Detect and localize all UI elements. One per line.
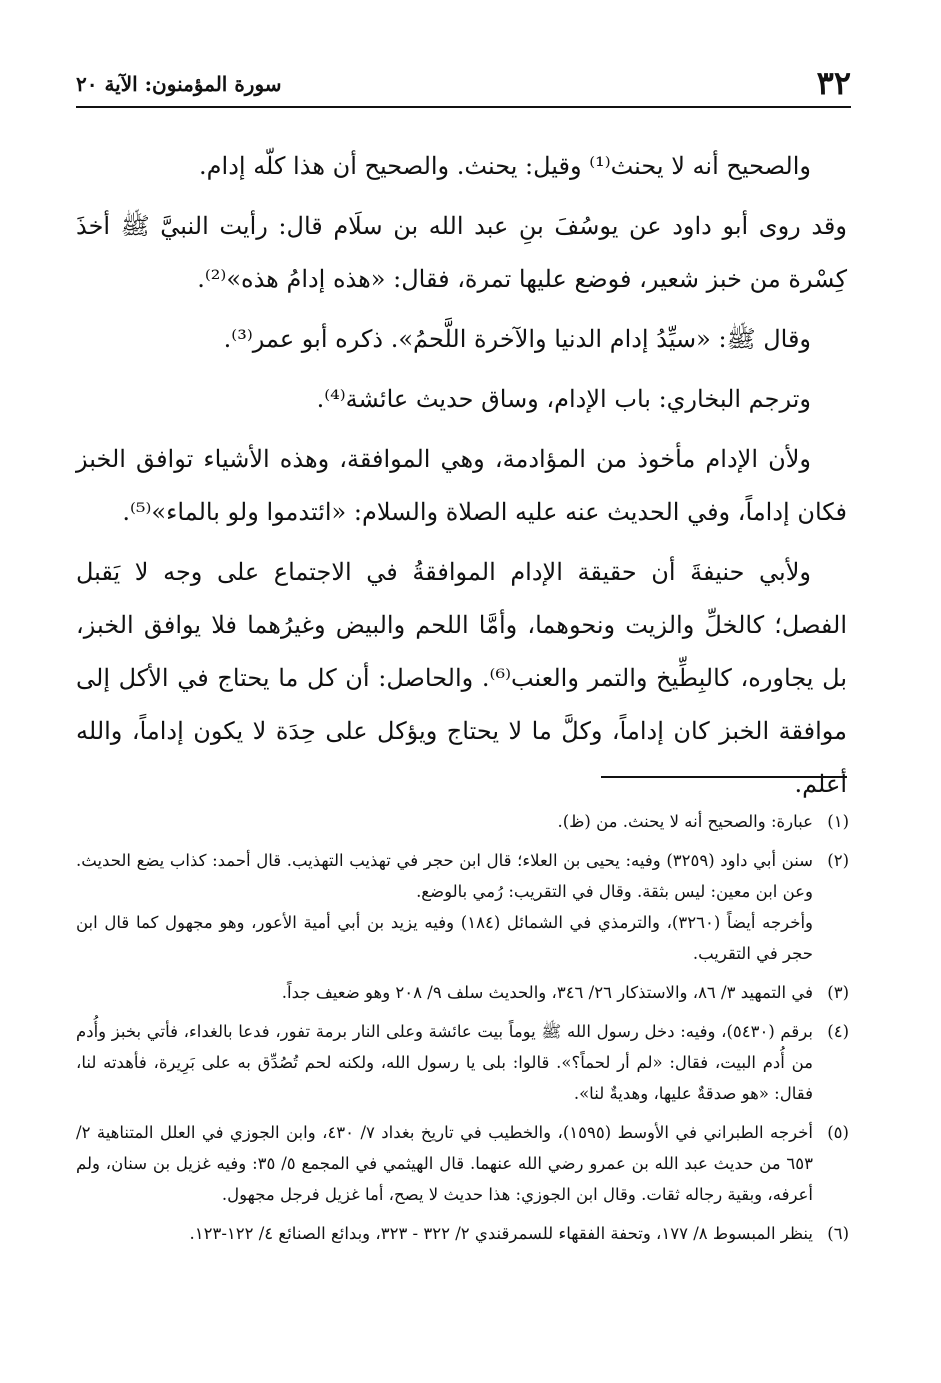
footnote-text: أخرجه الطبراني في الأوسط (١٥٩٥)، والخطيب في تاريخ بغداد ٧/ ٤٣٠، وابن الجوزي في العلل المتناهية ٢/ ٦٥٣ من حديث عبد الله بن عمرو رضي الله عنهما. قال الهيثمي في المجمع ٥/ ٣٥: وفيه غزيل بن سنان، ولم أعرفه، وبقية رجاله ثقات. وقال ابن الجوزي: هذا حديث لا يصح، أما غزيل فرجل مجهول. (76, 1123, 813, 1204)
footnote-text: ينظر المبسوط ٨/ ١٧٧، وتحفة الفقهاء للسمرقندي ٢/ ٣٢٢ - ٣٢٣، وبدائع الصنائع ٤/ ١٢٢-١٢٣. (189, 1224, 813, 1243)
footnote (76, 1016, 849, 1109)
paragraph: ولأبي حنيفةَ أن حقيقة الإدام الموافقةُ في الاجتماع على وجه لا يَقبل الفصل؛ كالخلِّ والزيت ونحوهما، وأمَّا اللحم والبيض وغيرُهما فلا يوافق الخبز، بل يجاوره، كالبِطِّيخ والتمر والعنب⁽⁶⁾. والحاصل: أن كل ما يحتاج في الأكل إلى موافقة الخبز كان إداماً، وكلَّ ما لا يحتاج ويؤكل على حِدَة لا يكون إداماً، والله أعلم. (76, 558, 847, 798)
footnote-text: في التمهيد ٣/ ٨٦، والاستذكار ٢٦/ ٣٤٦، والحديث سلف ٩/ ٢٠٨ وهو ضعيف جداً. (281, 983, 813, 1002)
page-number: ٣٢ (816, 64, 851, 102)
footnote-number: (٤) (827, 1022, 849, 1041)
footnote-text: عبارة: والصحيح أنه لا يحنث. من (ظ). (557, 812, 813, 831)
paragraph: وقد روى أبو داود عن يوسُفَ بنِ عبد الله بن سلَام قال: رأيت النبيَّ ﷺ أخذَ كِسْرة من خبز شعير، فوضع عليها تمرة، فقال: «هذه إدامُ هذه»⁽²⁾. (76, 212, 847, 293)
footnote-number: (٢) (827, 851, 850, 870)
footnotes (76, 806, 849, 1257)
main-text (76, 140, 847, 818)
footnote-number: (٣) (827, 983, 849, 1002)
footnote (76, 845, 849, 969)
paragraph: وترجم البخاري: باب الإدام، وساق حديث عائشة⁽⁴⁾. (316, 385, 811, 413)
footnote-separator (601, 776, 847, 778)
footnote-number: (١) (827, 812, 849, 831)
paragraph: ولأن الإدام مأخوذ من المؤادمة، وهي الموافقة، وهذه الأشياء توافق الخبز فكان إداماً، وفي الحديث عنه عليه الصلاة والسلام: «ائتدموا ولو بالماء»⁽⁵⁾. (76, 445, 847, 526)
footnote-continuation: وأخرجه أيضاً (٣٢٦٠)، والترمذي في الشمائل (١٨٤) وفيه يزيد بن أبي أمية الأعور، وهو مجهول كما قال ابن حجر في التقريب. (76, 913, 814, 963)
paragraph: والصحيح أنه لا يحنث⁽¹⁾ وقيل: يحنث. والصحيح أن هذا كلّه إدام. (199, 152, 811, 180)
footnote (76, 1218, 849, 1249)
running-title: سورة المؤمنون: الآية ٢٠ (76, 72, 282, 96)
footnote-number: (٦) (827, 1224, 849, 1243)
footnote (76, 977, 849, 1008)
footnote-text: سنن أبي داود (٣٢٥٩) وفيه: يحيى بن العلاء؛ قال ابن حجر في تهذيب التهذيب. قال أحمد: كذاب يضع الحديث. وعن ابن معين: ليس بثقة. وقال في التقريب: رُمي بالوضع. (76, 851, 814, 901)
footnote (76, 1117, 849, 1210)
paragraph: وقال ﷺ: «سيِّدُ إدام الدنيا والآخرة اللَّحمُ». ذكره أبو عمر⁽³⁾. (223, 325, 811, 353)
footnote-text: برقم (٥٤٣٠)، وفيه: دخل رسول الله ﷺ يوماً بيت عائشة وعلى النار برمة تفور، فدعا بالغداء، فأتي بخبز وأُدم من أُدم البيت، فقال: «لم أر لحماً؟». قالوا: بلى يا رسول الله، ولكنه لحم تُصُدِّق به على بَرِيرة، فأهدته لنا، فقال: «هو صدقةٌ عليها، وهديةٌ لنا». (76, 1022, 813, 1103)
footnote-number: (٥) (827, 1123, 849, 1142)
page-header (76, 60, 851, 108)
footnote (76, 806, 849, 837)
